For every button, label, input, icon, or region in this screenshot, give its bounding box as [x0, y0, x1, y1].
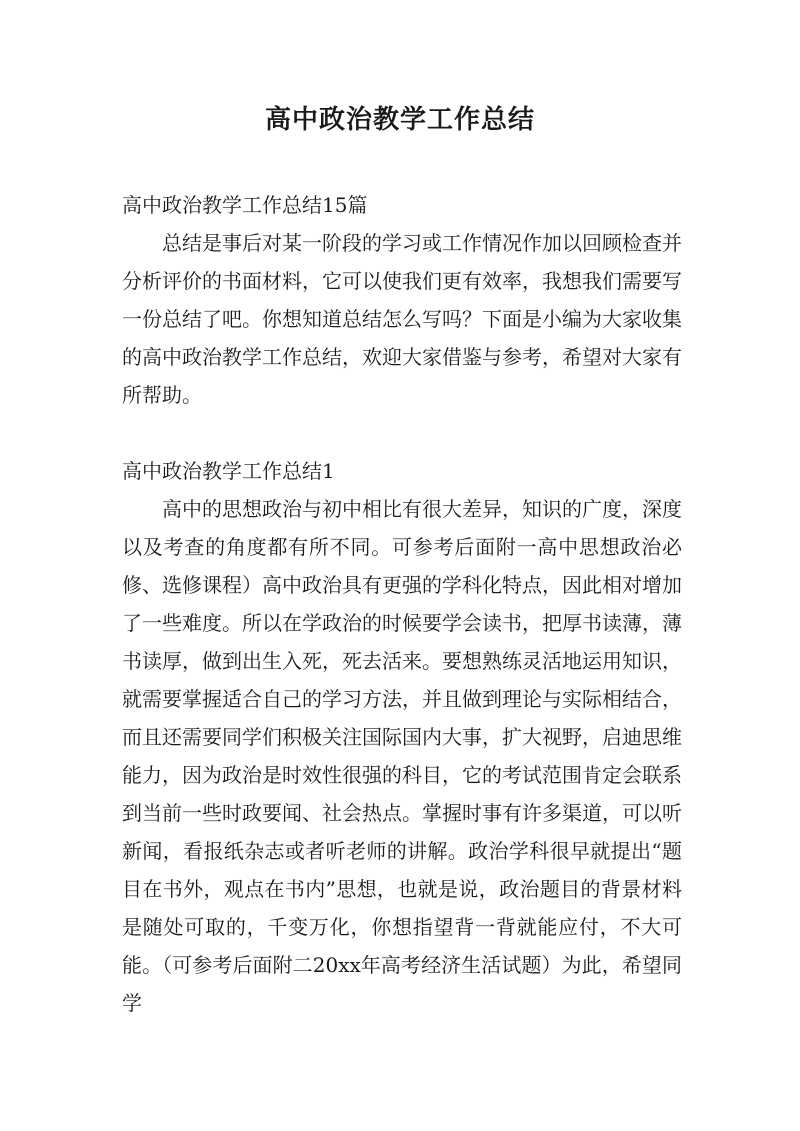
intro-paragraph: 总结是事后对某一阶段的学习或工作情况作加以回顾检查并分析评价的书面材料，它可以使我们更有效率，我想我们需要写一份总结了吧。你想知道总结怎么写吗？下面是小编为大家收集的高中政治教学工作总结，欢迎大家借鉴与参考，希望对大家有所帮助。 — [122, 231, 682, 407]
document-body — [122, 186, 682, 1022]
document-title: 高中政治教学工作总结 — [264, 105, 535, 135]
section-spacer — [122, 414, 682, 452]
section-1-paragraph: 高中的思想政治与初中相比有很大差异，知识的广度，深度以及考查的角度都有所不同。可参考后面附一高中思想政治必修、选修课程）高中政治具有更强的学科化特点，因此相对增加了一些难度。所以在学政治的时候要学会读书，把厚书读薄，薄书读厚，做到出生入死，死去活来。要想熟练灵活地运用知识，就需要掌握适合自己的学习方法，并且做到理论与实际相结合，而且还需要同学们积极关注国际国内大事，扩大视野，启迪思维能力，因为政治是时效性很强的科目，它的考试范围肯定会联系到当前一些时政要闻、社会热点。掌握时事有许多渠道，可以听新闻，看报纸杂志或者听老师的讲解。政治学科很早就提出“题目在书外，观点在书内”思想，也就是说，政治题目的背景材料是随处可取的，千变万化，你想指望背一背就能应付，不大可能。（可参考后面附二20xx年高考经济生活试题）为此，希望同学 — [122, 497, 682, 1015]
section-1-heading: 高中政治教学工作总结1 — [122, 459, 335, 483]
document-subtitle: 高中政治教学工作总结15篇 — [122, 193, 368, 217]
